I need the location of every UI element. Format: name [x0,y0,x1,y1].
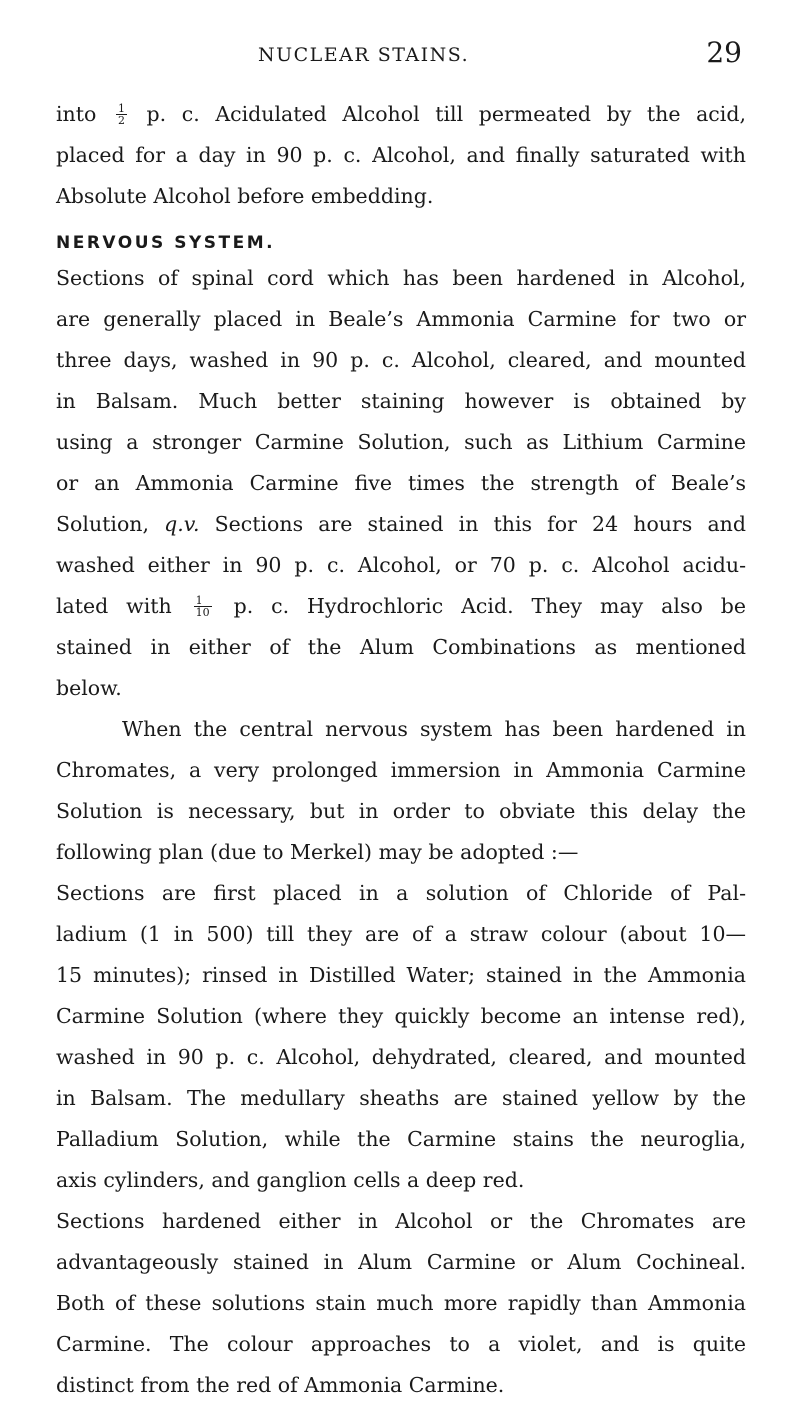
page-number: 29 [706,36,742,69]
paragraph-5-line-3: Both of these solutions stain much more rapidly than Ammonia [56,1291,746,1315]
paragraph-2-line-8: washed either in 90 p. c. Alcohol, or 70 p. c. Alcohol acidu- [56,553,746,577]
paragraph-2-line-7: Solution, q.v. Sections are stained in this for 24 hours and [56,512,746,536]
paragraph-2-line-6: or an Ammonia Carmine five times the strength of Beale’s [56,471,746,495]
paragraph-5-line-5: distinct from the red of Ammonia Carmine. [56,1373,505,1397]
paragraph-4-line-4: Carmine Solution (where they quickly become an intense red), [56,1004,746,1028]
paragraph-5-line-2: advantageously stained in Alum Carmine or Alum Cochineal. [56,1250,746,1274]
paragraph-4-line-8: axis cylinders, and ganglion cells a deep red. [56,1168,525,1192]
paragraph-2-line-2: are generally placed in Beale’s Ammonia Carmine for two or [56,307,746,331]
paragraph-4-line-5: washed in 90 p. c. Alcohol, dehydrated, cleared, and mounted [56,1045,746,1069]
paragraph-4-line-7: Palladium Solution, while the Carmine stains the neuroglia, [56,1127,746,1151]
paragraph-5-line-1: Sections hardened either in Alcohol or the Chromates are [56,1209,746,1233]
paragraph-1-line-3: Absolute Alcohol before embedding. [56,184,434,208]
running-title: NUCLEAR STAINS. [258,44,470,66]
fraction-one-half: $\frac{1}{2}$ [117,102,125,127]
paragraph-2-line-5: using a stronger Carmine Solution, such as Lithium Carmine [56,430,746,454]
paragraph-4-line-1: Sections are first placed in a solution of Chloride of Pal- [56,881,746,905]
fraction-one-tenth: $\frac{1}{10}$ [195,594,210,619]
paragraph-1-line-1: into $\frac{1}{2}$ p. c. Acidulated Alcohol till permeated by the acid, [56,102,746,127]
paragraph-3-line-4: following plan (due to Merkel) may be adopted :— [56,840,579,864]
paragraph-1-line-2: placed for a day in 90 p. c. Alcohol, and finally saturated with [56,143,746,167]
paragraph-2-line-1: Sections of spinal cord which has been hardened in Alcohol, [56,266,746,290]
paragraph-2-line-3: three days, washed in 90 p. c. Alcohol, cleared, and mounted [56,348,746,372]
paragraph-4-line-2: ladium (1 in 500) till they are of a straw colour (about 10— [56,922,746,946]
paragraph-3-line-3: Solution is necessary, but in order to obviate this delay the [56,799,746,823]
body-text [56,94,746,1406]
paragraph-2-line-4: in Balsam. Much better staining however is obtained by [56,389,746,413]
section-heading: NERVOUS SYSTEM. [56,233,276,253]
paragraph-3-line-1: When the central nervous system has been hardened in [122,717,746,741]
paragraph-3-line-2: Chromates, a very prolonged immersion in Ammonia Carmine [56,758,746,782]
running-head [0,38,800,78]
paragraph-5-line-4: Carmine. The colour approaches to a violet, and is quite [56,1332,746,1356]
paragraph-2-line-9: lated with $\frac{1}{10}$ p. c. Hydrochloric Acid. They may also be [56,594,746,619]
paragraph-4-line-6: in Balsam. The medullary sheaths are stained yellow by the [56,1086,746,1110]
paragraph-2-line-11: below. [56,676,122,700]
paragraph-2-line-10: stained in either of the Alum Combinations as mentioned [56,635,746,659]
paragraph-4-line-3: 15 minutes); rinsed in Distilled Water; stained in the Ammonia [56,963,746,987]
